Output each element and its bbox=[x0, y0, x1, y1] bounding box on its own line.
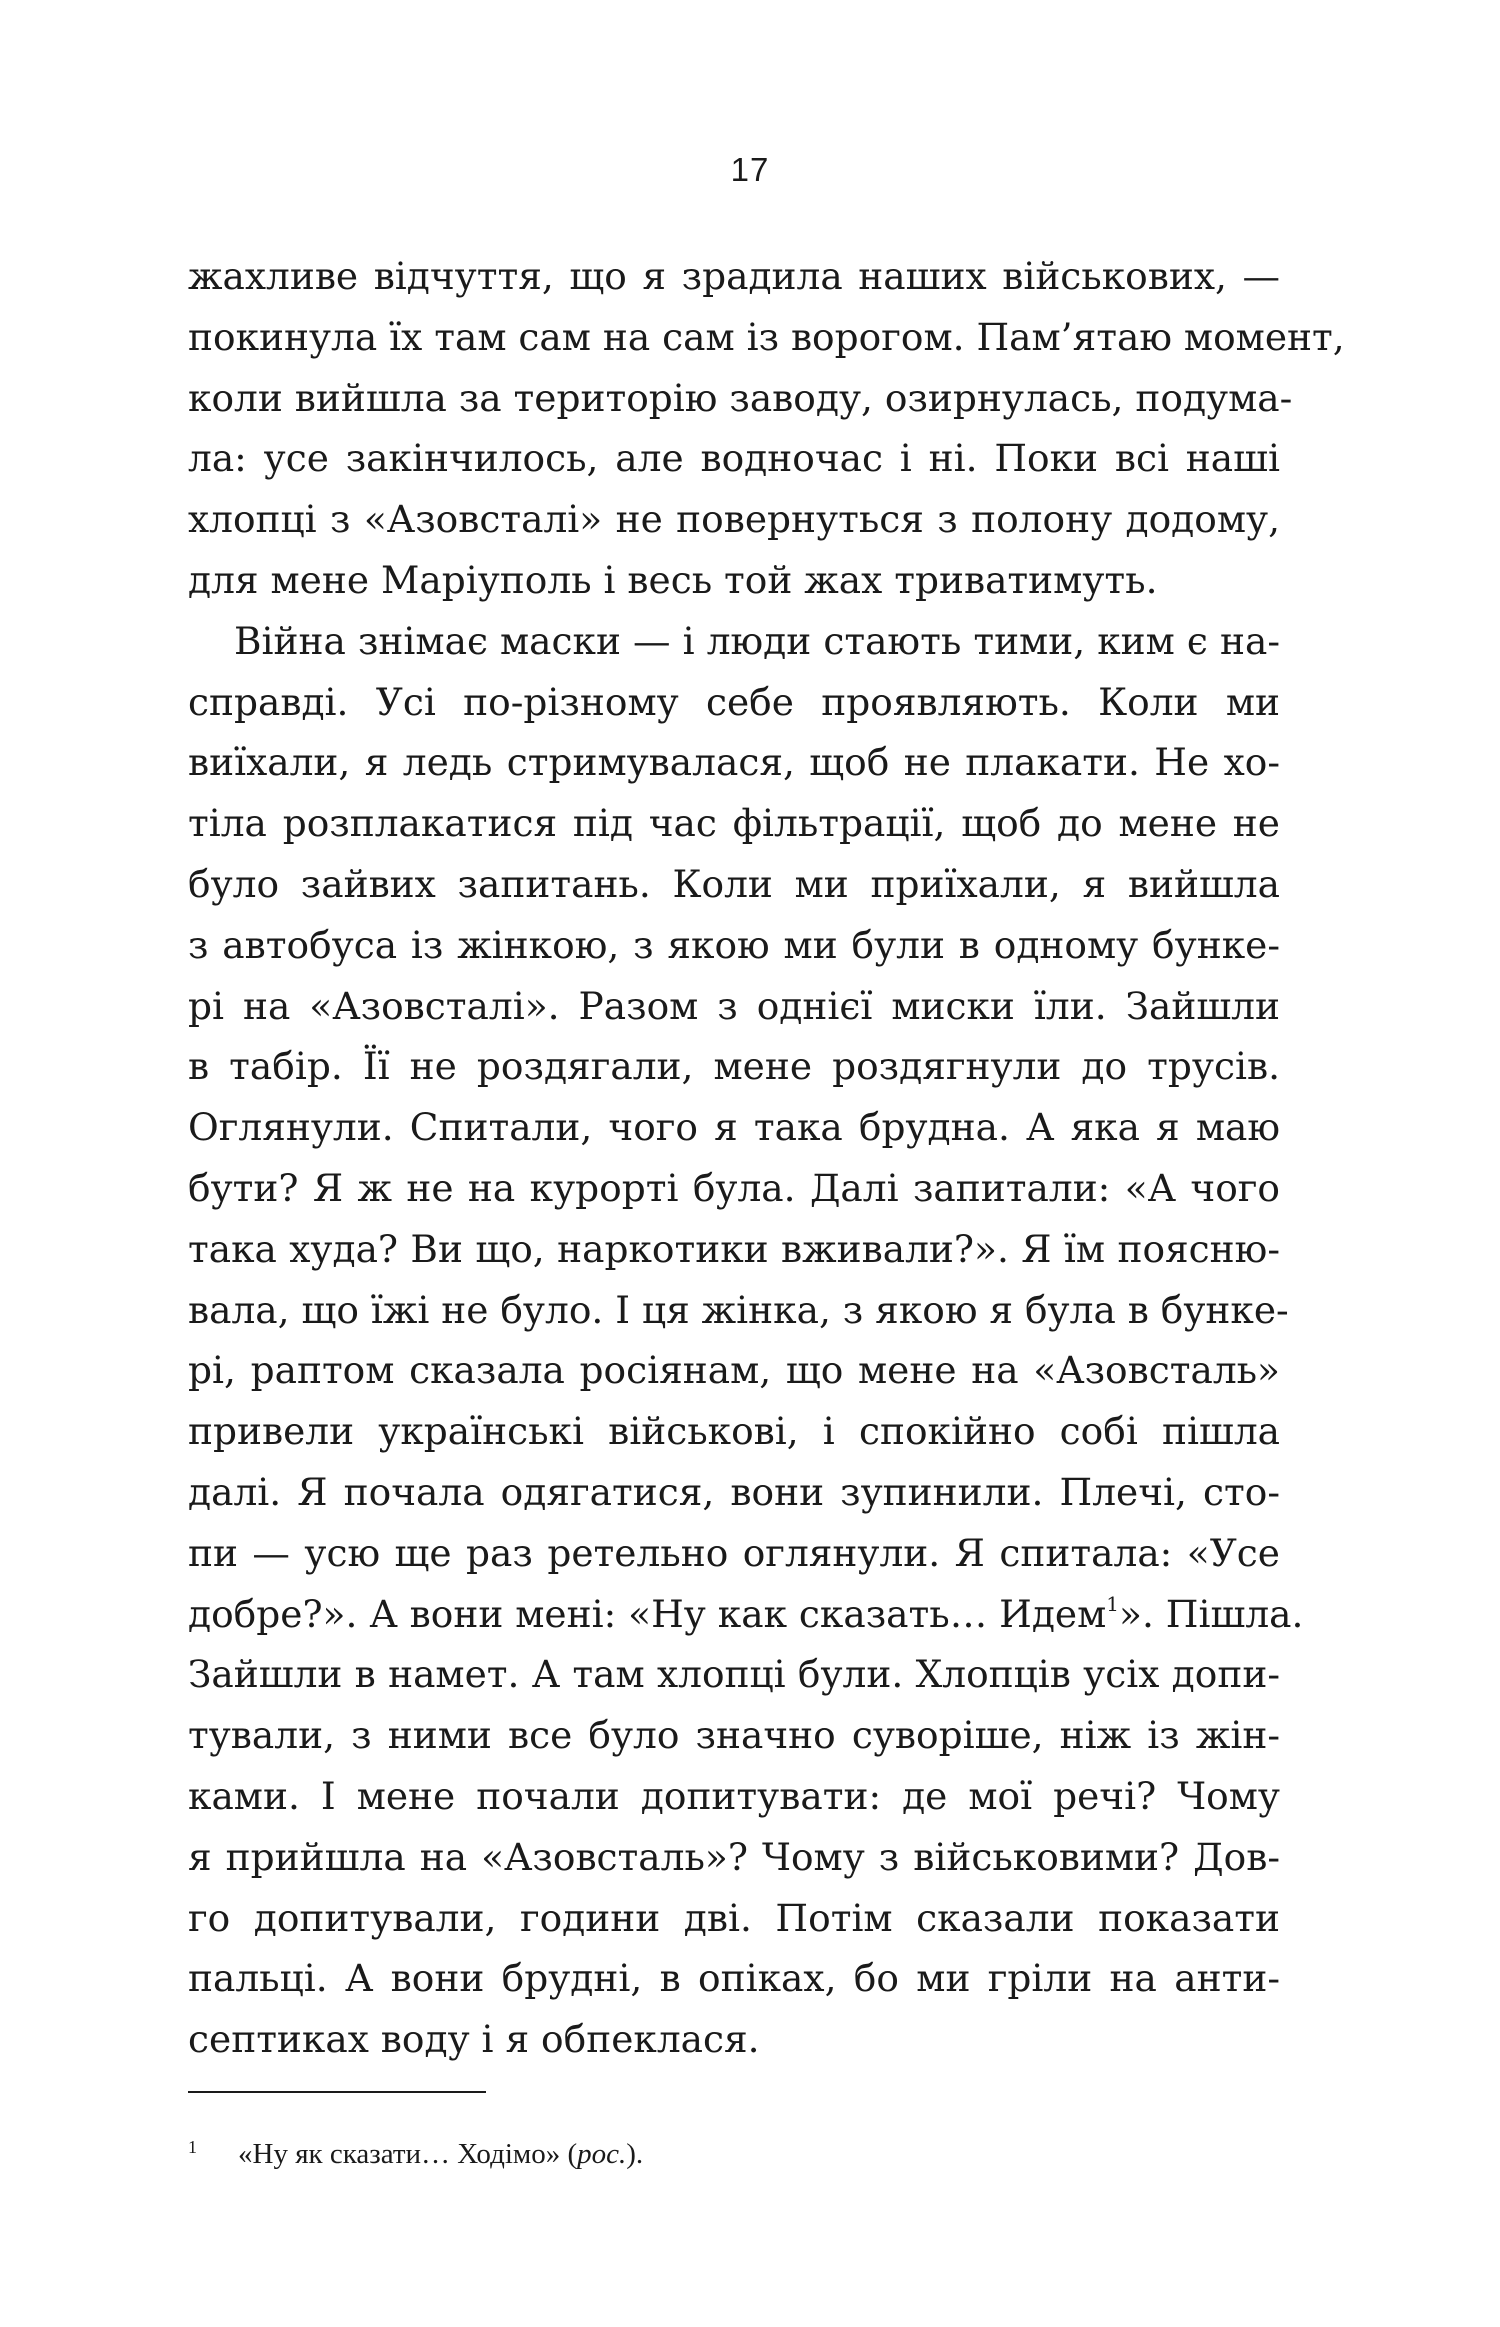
text-line: рі, раптом сказала росіянам, що мене на «Азовсталь» bbox=[188, 1348, 1280, 1393]
text-line: я прийшла на «Азовсталь»? Чому з військовими? Дов- bbox=[188, 1834, 1280, 1879]
text-line: Зайшли в намет. А там хлопці були. Хлопців усіх допи- bbox=[188, 1652, 1280, 1697]
text-line: бути? Я ж не на курорті була. Далі запитали: «А чого bbox=[188, 1165, 1280, 1210]
text-line-tail: ». Пішла. bbox=[1119, 1591, 1304, 1636]
text-line: тували, з ними все було значно суворіше, ніж із жін- bbox=[188, 1713, 1280, 1758]
text-line: тіла розплакатися під час фільтрації, щоб до мене не bbox=[188, 801, 1280, 846]
text-line: пальці. А вони брудні, в опіках, бо ми гріли на анти- bbox=[188, 1956, 1280, 2001]
text-line: го допитували, години дві. Потім сказали показати bbox=[188, 1895, 1280, 1940]
footnote-text bbox=[238, 2138, 643, 2170]
text-line: було зайвих запитань. Коли ми приїхали, я вийшла bbox=[188, 861, 1280, 906]
text-line: виїхали, я ледь стримувалася, щоб не плакати. Не хо- bbox=[188, 740, 1280, 785]
text-line: септиках воду і я обпеклася. bbox=[188, 2017, 760, 2062]
text-line: вала, що їжі не було. І ця жінка, з якою я була в бунке- bbox=[188, 1287, 1289, 1332]
text-line: для мене Маріуполь і весь той жах триватимуть. bbox=[188, 557, 1158, 602]
footnote-language: рос. bbox=[577, 2138, 627, 2170]
footnote-translation: «Ну як сказати… Ходімо» ( bbox=[238, 2138, 578, 2170]
text-line: ками. І мене почали допитувати: де мої речі? Чому bbox=[188, 1773, 1280, 1818]
footnote-divider bbox=[188, 2091, 486, 2093]
footnote-reference[interactable]: 1 bbox=[1106, 1591, 1120, 1616]
text-line: коли вийшла за територію заводу, озирнулась, подума- bbox=[188, 375, 1293, 420]
text-line: Оглянули. Спитали, чого я така брудна. А яка я маю bbox=[188, 1105, 1280, 1150]
footnote: 1 «Ну як сказати… Ходімо» (рос.). bbox=[188, 2137, 644, 2170]
text-line: пи — усю ще раз ретельно оглянули. Я спитала: «Усе bbox=[188, 1530, 1280, 1575]
paragraph-start: Війна знімає маски — і люди стають тими, ким є на- bbox=[234, 618, 1280, 663]
text-line: хлопці з «Азовсталі» не повернуться з полону додому, bbox=[188, 497, 1280, 542]
text-line: покинула їх там сам на сам із ворогом. Пам’ятаю момент, bbox=[188, 314, 1345, 359]
footnote-close: ). bbox=[626, 2138, 644, 2170]
text-line: ла: усе закінчилось, але водночас і ні. Поки всі наші bbox=[188, 436, 1280, 481]
text-line-head: добре?». А вони мені: «Ну как сказать… Идем bbox=[188, 1591, 1107, 1636]
text-line: в табір. Її не роздягали, мене роздягнули до трусів. bbox=[188, 1044, 1280, 1089]
text-line: привели українські військові, і спокійно собі пішла bbox=[188, 1409, 1280, 1454]
text-line: з автобуса із жінкою, з якою ми були в одному бунке- bbox=[188, 922, 1280, 967]
text-line-with-footnote bbox=[188, 1584, 1304, 1645]
text-line: жахливе відчуття, що я зрадила наших військових, — bbox=[188, 254, 1280, 298]
text-line: така худа? Ви що, наркотики вживали?». Я їм поясню- bbox=[188, 1226, 1280, 1271]
text-line: рі на «Азовсталі». Разом з однієї миски їли. Зайшли bbox=[188, 983, 1280, 1028]
text-line: далі. Я почала одягатися, вони зупинили. Плечі, сто- bbox=[188, 1469, 1280, 1514]
page-number: 17 bbox=[730, 151, 770, 188]
text-line: справді. Усі по-різному себе проявляють. Коли ми bbox=[188, 679, 1280, 724]
body-text bbox=[188, 246, 1345, 2070]
